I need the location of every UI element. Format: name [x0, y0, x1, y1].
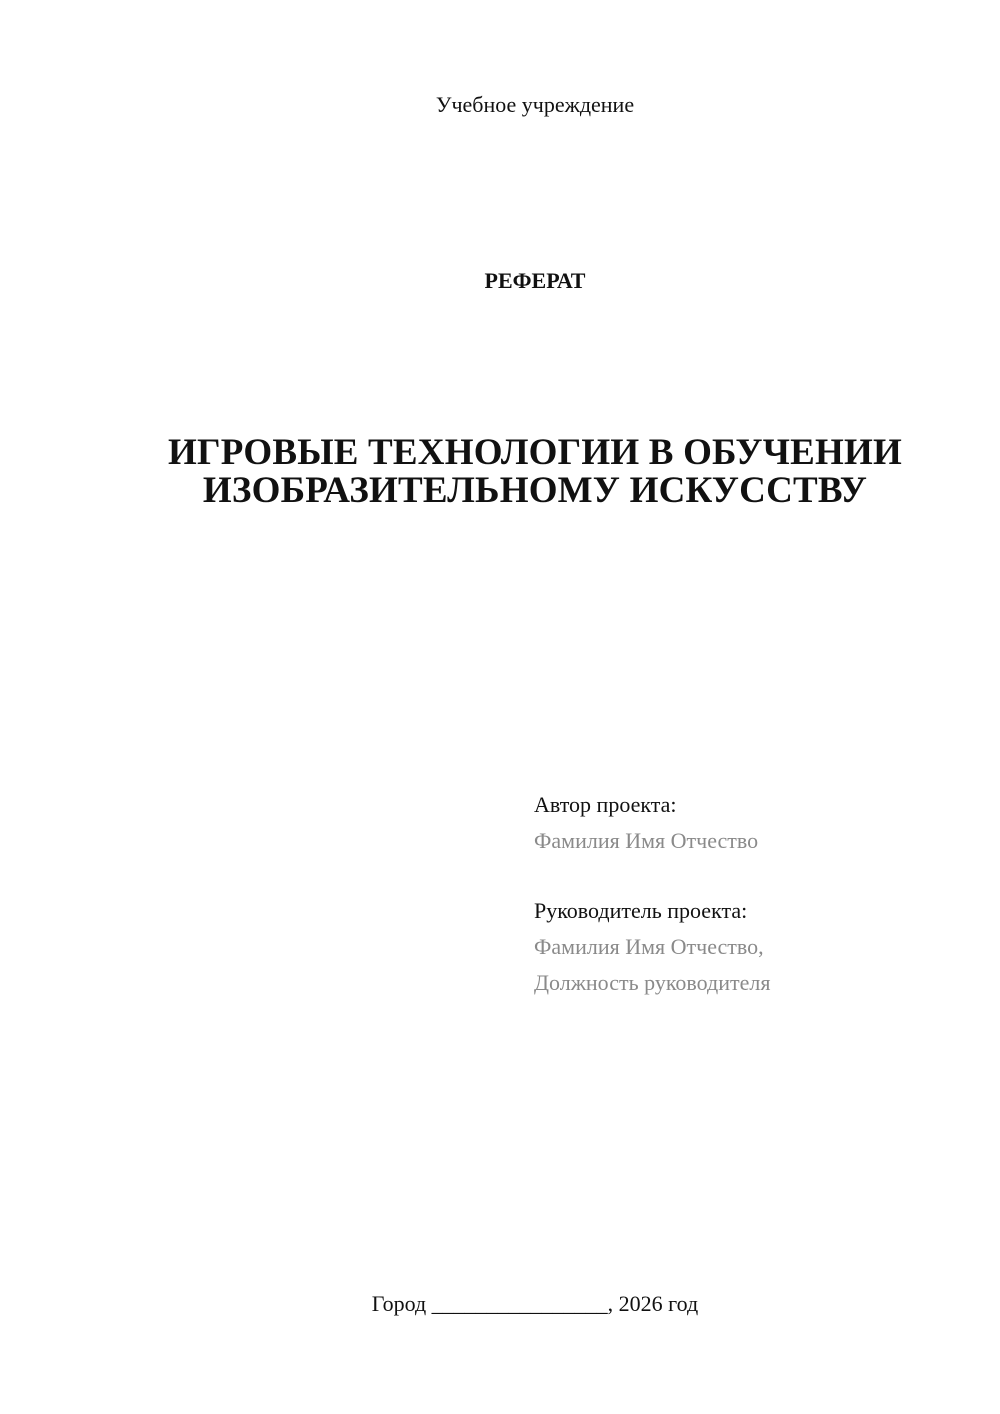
supervisor-position: Должность руководителя [534, 970, 771, 995]
title-line-1: ИГРОВЫЕ ТЕХНОЛОГИИ В ОБУЧЕНИИ [168, 432, 902, 473]
title-line-2: ИЗОБРАЗИТЕЛЬНОМУ ИСКУССТВУ [202, 470, 868, 511]
author-label: Автор проекта: [534, 792, 677, 817]
institution-name: Учебное учреждение [435, 92, 635, 117]
document-title [130, 434, 940, 510]
city-year-line: Город ________________, 2026 год [371, 1291, 699, 1316]
author-block-spacer [534, 859, 974, 893]
supervisor-label: Руководитель проекта: [534, 898, 748, 923]
document-type: РЕФЕРАТ [484, 268, 586, 293]
supervisor-name: Фамилия Имя Отчество, [534, 934, 764, 959]
author-name: Фамилия Имя Отчество [534, 828, 759, 853]
author-block [534, 787, 974, 1001]
